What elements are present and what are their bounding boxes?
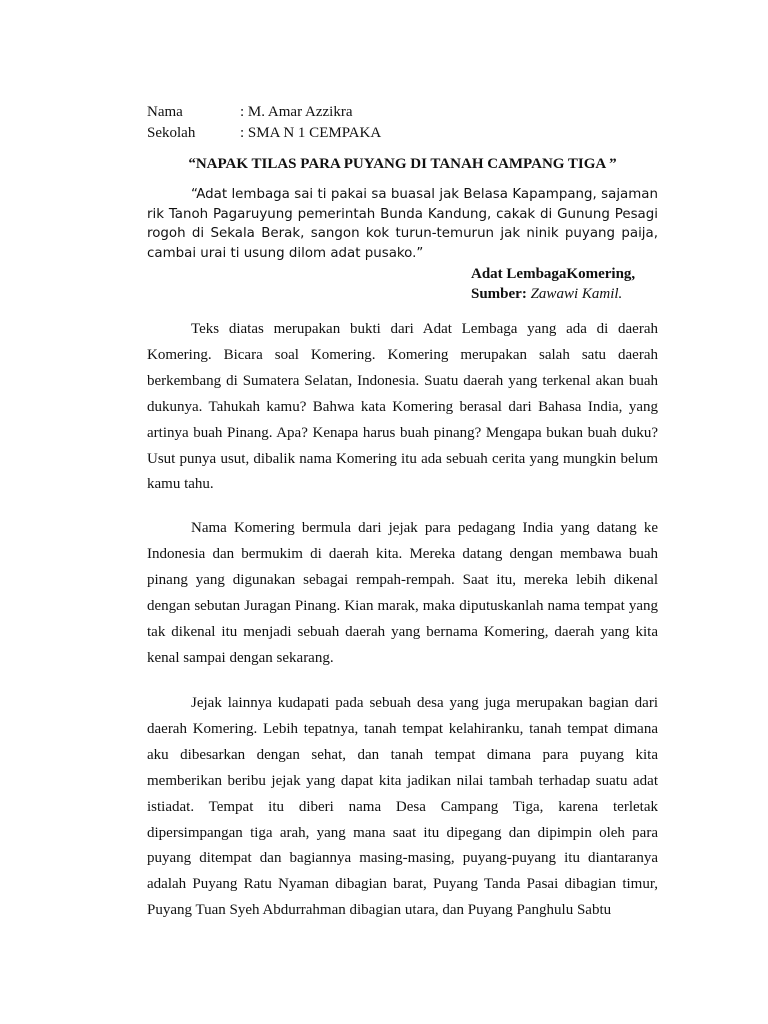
paragraph-2: Nama Komering bermula dari jejak para pedagang India yang datang ke Indonesia dan bermukim di daerah kita. Mereka datang dengan membawa buah pinang yang digunakan sebagai rempah-rempah. Saat itu, mereka lebih dikenal dengan sebutan Juragan Pinang. Kian marak, maka diputuskanlah nama tempat yang tak dikenal itu menjadi sebuah daerah yang bernama Komering, daerah yang kita kenal sampai dengan sekarang. — [147, 520, 658, 666]
paragraph-1: Teks diatas merupakan bukti dari Adat Lembaga yang ada di daerah Komering. Bicara soal Komering. Komering merupakan salah satu daerah berkembang di Sumatera Selatan, Indonesia. Suatu daerah yang terkenal akan buah dukunya. Tahukah kamu? Bahwa kata Komering berasal dari Bahasa India, yang artinya buah Pinang. Apa? Kenapa harus buah pinang? Mengapa bukan buah duku? Usut punya usut, dibalik nama Komering itu ada sebuah cerita yang mungkin belum kamu tahu. — [147, 321, 658, 493]
attribution-title: Adat LembagaKomering, — [471, 266, 636, 282]
source-label: Sumber: — [471, 286, 527, 302]
name-label: Nama — [147, 104, 183, 120]
name-value: : M. Amar Azzikra — [240, 104, 353, 120]
school-value: : SMA N 1 CEMPAKA — [240, 125, 382, 141]
adat-quote: “Adat lembaga sai ti pakai sa buasal jak Belasa Kapampang, sajaman rik Tanoh Pagaruyung pemerintah Bunda Kandung, cakak di Gunung Pesagi rogoh di Sekala Berak, sangon kok turun-temurun jak ninik puyang paija, cambai urai ti usung dilom adat pusako.” — [147, 187, 658, 261]
source-value: Zawawi Kamil. — [530, 286, 623, 302]
document-title: “NAPAK TILAS PARA PUYANG DI TANAH CAMPANG TIGA ” — [188, 156, 617, 172]
attribution-source — [471, 284, 622, 304]
school-label: Sekolah — [147, 125, 196, 141]
paragraph-3: Jejak lainnya kudapati pada sebuah desa yang juga merupakan bagian dari daerah Komering. Lebih tepatnya, tanah tempat kelahiranku, tanah tempat dimana aku dibesarkan dengan sehat, dan tanah tempat dimana para puyang kita memberikan beribu jejak yang dapat kita jadikan nilai tambah terhadap suatu adat istiadat. Tempat itu diberi nama Desa Campang Tiga, karena terletak dipersimpangan tiga arah, yang mana saat itu dipegang dan dipimpin oleh para puyang ditempat dan bagiannya masing-masing, puyang-puyang itu diantaranya adalah Puyang Ratu Nyaman dibagian barat, Puyang Tanda Pasai dibagian timur, Puyang Tuan Syeh Abdurrahman dibagian utara, dan Puyang Panghulu Sabtu — [147, 695, 658, 919]
attribution-line — [471, 264, 635, 284]
